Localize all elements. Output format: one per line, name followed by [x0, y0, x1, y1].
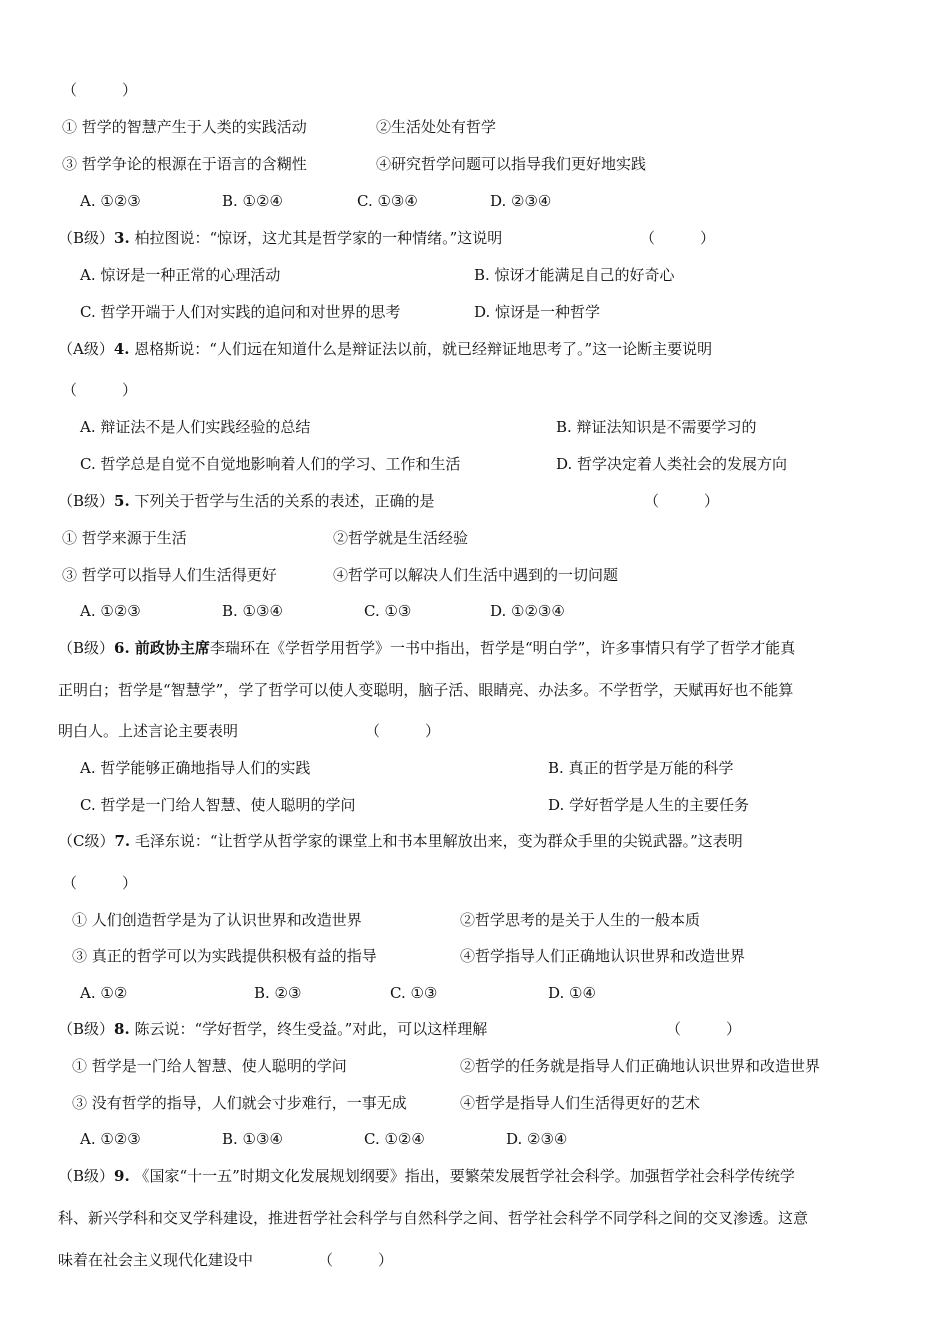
choice-b: B. ②③	[254, 984, 302, 1002]
question-4	[58, 339, 712, 359]
choice-a: A. ①②③	[80, 602, 141, 620]
option-1: ① 哲学来源于生活	[62, 529, 187, 547]
question-number: 7.	[114, 832, 131, 850]
question-text-line: 味着在社会主义现代化建设中	[58, 1251, 254, 1269]
choice-d: D. ①②③④	[490, 602, 565, 620]
choice-d: D. ②③④	[506, 1130, 568, 1148]
choice-d: D. ②③④	[490, 192, 552, 210]
question-text-line: 正明白；哲学是“智慧学”，学了哲学可以使人变聪明，脑子活、眼睛亮、办法多。不学哲学，天赋再好也不能算	[58, 681, 794, 699]
choice-c: C. 哲学总是自觉不自觉地影响着人们的学习、工作和生活	[80, 455, 461, 473]
option-4: ④研究哲学问题可以指导我们更好地实践	[376, 155, 647, 173]
answer-paren: （ ）	[62, 874, 138, 892]
answer-paren: （ ）	[365, 722, 441, 740]
option-2: ②生活处处有哲学	[376, 118, 497, 136]
question-text: 陈云说：“学好哲学，终生受益。”对此，可以这样理解	[129, 1020, 488, 1038]
question-text: 毛泽东说：“让哲学从哲学家的课堂上和书本里解放出来，变为群众手里的尖锐武器。”这表明	[130, 832, 743, 850]
choice-c: C. ①②④	[364, 1130, 425, 1148]
question-number: 6.	[114, 639, 130, 657]
option-2: ②哲学就是生活经验	[333, 529, 469, 547]
question-number: 9.	[114, 1167, 130, 1185]
choice-d: D. 学好哲学是人生的主要任务	[548, 796, 750, 814]
option-2: ②哲学的任务就是指导人们正确地认识世界和改造世界	[460, 1057, 821, 1075]
question-emphasis: 前政协主席	[129, 639, 210, 657]
option-4: ④哲学是指导人们生活得更好的艺术	[460, 1094, 701, 1112]
question-number: 5.	[114, 492, 130, 510]
choice-c: C. ①③④	[357, 192, 418, 210]
question-text: 柏拉图说：“惊讶，这尤其是哲学家的一种情绪。”这说明	[129, 229, 503, 247]
answer-paren: （ ）	[62, 81, 138, 99]
choice-a: A. 哲学能够正确地指导人们的实践	[80, 759, 311, 777]
answer-paren: （ ）	[640, 229, 716, 247]
answer-paren: （ ）	[62, 381, 138, 399]
question-7	[58, 831, 743, 851]
question-number: 4.	[113, 340, 130, 358]
answer-paren: （ ）	[644, 492, 720, 510]
question-9	[58, 1166, 795, 1186]
question-number: 3.	[114, 229, 130, 247]
option-4: ④哲学可以解决人们生活中遇到的一切问题	[333, 566, 619, 584]
question-text: 《国家“十一五”时期文化发展规划纲要》指出，要繁荣发展哲学社会科学。加强哲学社会科学传统学	[129, 1167, 795, 1185]
choice-a: A. 辩证法不是人们实践经验的总结	[80, 418, 311, 436]
question-text: 李瑞环在《学哲学用哲学》一书中指出，哲学是“明白学”，许多事情只有学了哲学才能真	[209, 639, 796, 657]
choice-c: C. ①③	[390, 984, 438, 1002]
choice-a: A. ①②	[80, 984, 128, 1002]
option-4: ④哲学指导人们正确地认识世界和改造世界	[460, 947, 746, 965]
choice-b: B. ①②④	[222, 192, 283, 210]
level-tag: （A级）	[58, 340, 114, 358]
option-1: ① 哲学是一门给人智慧、使人聪明的学问	[72, 1057, 347, 1075]
choice-c: C. 哲学开端于人们对实践的追问和对世界的思考	[80, 303, 401, 321]
question-text: 恩格斯说：“人们远在知道什么是辩证法以前，就已经辩证地思考了。”这一论断主要说明	[129, 340, 713, 358]
question-5	[58, 491, 434, 511]
choice-c: C. 哲学是一门给人智慧、使人聪明的学问	[80, 796, 356, 814]
choice-b: B. 真正的哲学是万能的科学	[548, 759, 734, 777]
question-6	[58, 638, 795, 658]
option-1: ① 哲学的智慧产生于人类的实践活动	[62, 118, 307, 136]
choice-a: A. 惊讶是一种正常的心理活动	[80, 266, 281, 284]
question-text-line: 明白人。上述言论主要表明	[58, 722, 239, 740]
answer-paren: （ ）	[318, 1251, 394, 1269]
level-tag: （B级）	[58, 639, 115, 657]
choice-d: D. 惊讶是一种哲学	[474, 303, 601, 321]
choice-d: D. ①④	[548, 984, 596, 1002]
question-8	[58, 1019, 487, 1039]
option-3: ③ 没有哲学的指导，人们就会寸步难行，一事无成	[72, 1094, 407, 1112]
option-2: ②哲学思考的是关于人生的一般本质	[460, 911, 701, 929]
choice-b: B. ①③④	[222, 1130, 283, 1148]
level-tag: （B级）	[58, 1167, 115, 1185]
choice-b: B. 辩证法知识是不需要学习的	[556, 418, 757, 436]
choice-a: A. ①②③	[80, 192, 141, 210]
question-text: 下列关于哲学与生活的关系的表述，正确的是	[129, 492, 435, 510]
option-3: ③ 真正的哲学可以为实践提供积极有益的指导	[72, 947, 377, 965]
option-3: ③ 哲学争论的根源在于语言的含糊性	[62, 155, 307, 173]
question-3	[58, 228, 502, 248]
option-3: ③ 哲学可以指导人们生活得更好	[62, 566, 277, 584]
question-text-line: 科、新兴学科和交叉学科建设，推进哲学社会科学与自然科学之间、哲学社会科学不同学科之间的交叉渗透。这意	[58, 1209, 809, 1227]
option-1: ① 人们创造哲学是为了认识世界和改造世界	[72, 911, 362, 929]
level-tag: （B级）	[58, 492, 115, 510]
level-tag: （B级）	[58, 1020, 115, 1038]
answer-paren: （ ）	[666, 1020, 742, 1038]
choice-a: A. ①②③	[80, 1130, 141, 1148]
choice-b: B. ①③④	[222, 602, 283, 620]
level-tag: （B级）	[58, 229, 115, 247]
level-tag: （C级）	[58, 832, 115, 850]
choice-b: B. 惊讶才能满足自己的好奇心	[474, 266, 675, 284]
choice-c: C. ①③	[364, 602, 412, 620]
choice-d: D. 哲学决定着人类社会的发展方向	[556, 455, 788, 473]
question-number: 8.	[114, 1020, 130, 1038]
